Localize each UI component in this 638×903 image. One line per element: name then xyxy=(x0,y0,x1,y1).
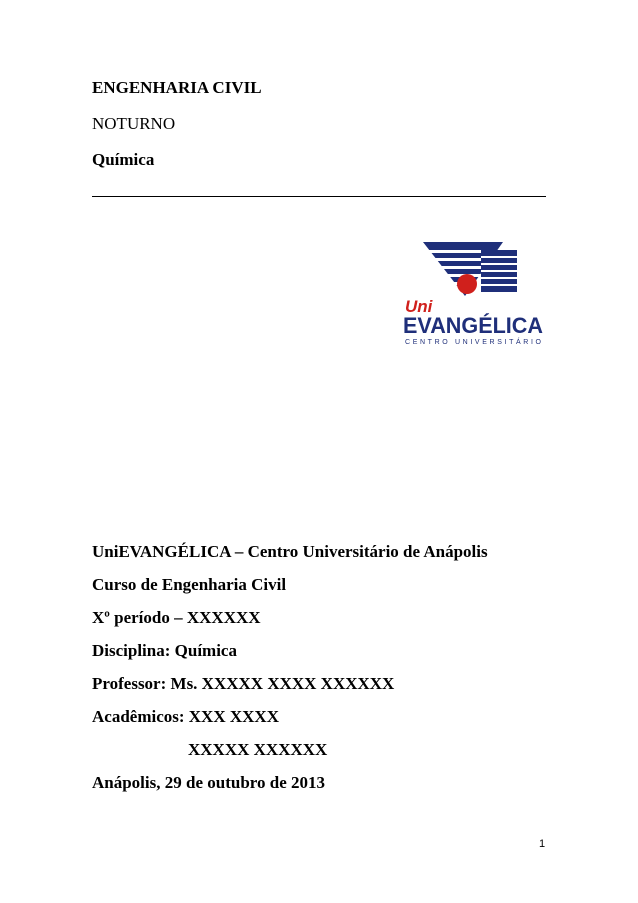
institution-line: UniEVANGÉLICA – Centro Universitário de Anápolis xyxy=(92,542,488,561)
professor-line: Professor: Ms. XXXXX XXXX XXXXXX xyxy=(92,674,395,693)
page-number: 1 xyxy=(539,838,546,850)
logo-tagline-text: CENTRO UNIVERSITÁRIO xyxy=(405,339,541,346)
academics-line-2: XXXXX XXXXXX xyxy=(188,740,328,759)
place-date-line: Anápolis, 29 de outubro de 2013 xyxy=(92,773,326,792)
shift-label: NOTURNO xyxy=(92,114,176,133)
logo-uni-text: Uni xyxy=(405,297,433,316)
separator-rule xyxy=(92,196,546,197)
logo-name-text: EVANGÉLICA xyxy=(403,313,544,338)
subject-title: Química xyxy=(92,150,155,169)
course-line: Curso de Engenharia Civil xyxy=(92,575,287,594)
unievangelica-logo xyxy=(383,236,545,348)
academics-line-1: Acadêmicos: XXX XXXX xyxy=(92,707,279,726)
discipline-line: Disciplina: Química xyxy=(92,641,237,660)
course-title: ENGENHARIA CIVIL xyxy=(92,78,262,97)
period-line: Xº período – XXXXXX xyxy=(92,608,261,627)
